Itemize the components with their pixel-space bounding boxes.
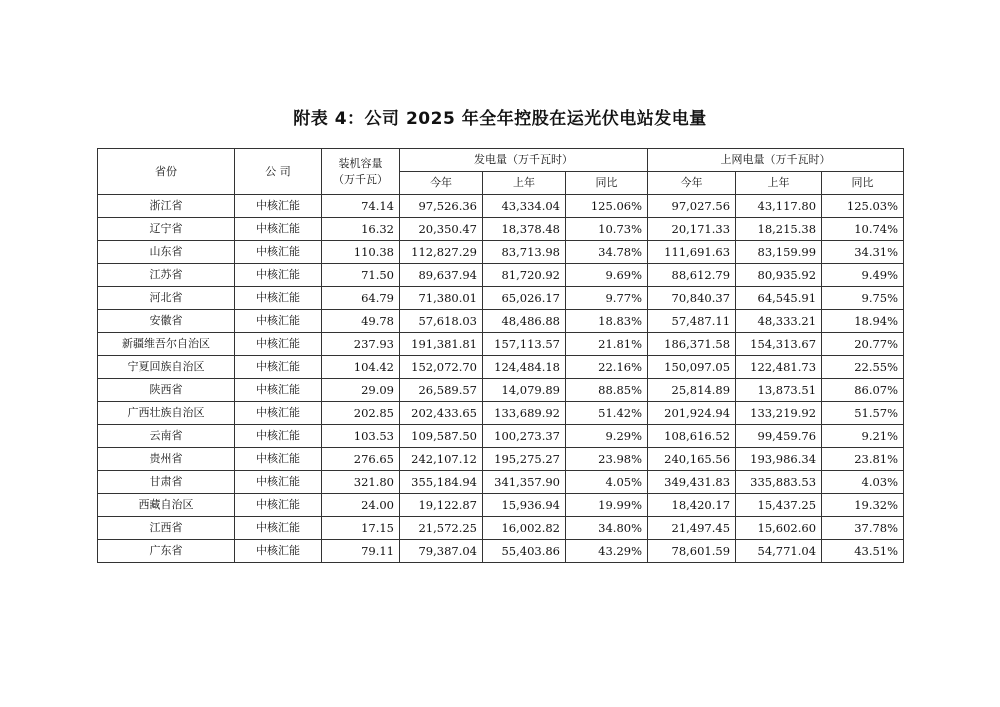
grid-this-year-cell: 240,165.56 [648,448,736,471]
grid-last-year-cell: 80,935.92 [736,264,822,287]
generation-last-year-cell: 55,403.86 [483,540,566,563]
table-row [98,540,904,563]
table-row [98,195,904,218]
grid-last-year-cell: 15,602.60 [736,517,822,540]
grid-yoy-cell: 23.81% [822,448,904,471]
province-cell: 西藏自治区 [98,494,235,517]
grid-yoy-cell: 51.57% [822,402,904,425]
table-row [98,402,904,425]
capacity-cell: 71.50 [322,264,400,287]
grid-this-year-cell: 108,616.52 [648,425,736,448]
generation-last-year-cell: 65,026.17 [483,287,566,310]
grid-last-year-cell: 54,771.04 [736,540,822,563]
header-capacity-unit: （万千瓦） [333,172,388,186]
header-gen-last-year: 上年 [483,172,566,195]
capacity-cell: 16.32 [322,218,400,241]
grid-yoy-cell: 9.21% [822,425,904,448]
table-row [98,379,904,402]
header-company: 公 司 [235,149,322,195]
generation-this-year-cell: 97,526.36 [400,195,483,218]
company-cell: 中核汇能 [235,379,322,402]
generation-this-year-cell: 79,387.04 [400,540,483,563]
header-grid-last-year: 上年 [736,172,822,195]
generation-this-year-cell: 191,381.81 [400,333,483,356]
generation-this-year-cell: 109,587.50 [400,425,483,448]
province-cell: 云南省 [98,425,235,448]
province-cell: 浙江省 [98,195,235,218]
grid-yoy-cell: 20.77% [822,333,904,356]
table-row [98,425,904,448]
document-title: 附表 4：公司 2025 年全年控股在运光伏电站发电量 [293,109,707,129]
company-cell: 中核汇能 [235,287,322,310]
capacity-cell: 104.42 [322,356,400,379]
grid-this-year-cell: 18,420.17 [648,494,736,517]
generation-this-year-cell: 152,072.70 [400,356,483,379]
capacity-cell: 103.53 [322,425,400,448]
generation-last-year-cell: 83,713.98 [483,241,566,264]
province-cell: 甘肃省 [98,471,235,494]
generation-last-year-cell: 157,113.57 [483,333,566,356]
generation-yoy-cell: 9.77% [566,287,648,310]
generation-yoy-cell: 43.29% [566,540,648,563]
table-row [98,494,904,517]
generation-yoy-cell: 9.69% [566,264,648,287]
province-cell: 广东省 [98,540,235,563]
province-cell: 山东省 [98,241,235,264]
header-province: 省份 [98,149,235,195]
grid-this-year-cell: 201,924.94 [648,402,736,425]
generation-this-year-cell: 21,572.25 [400,517,483,540]
generation-last-year-cell: 43,334.04 [483,195,566,218]
generation-this-year-cell: 242,107.12 [400,448,483,471]
header-grid-this-year: 今年 [648,172,736,195]
grid-yoy-cell: 19.32% [822,494,904,517]
table-row [98,287,904,310]
grid-last-year-cell: 193,986.34 [736,448,822,471]
capacity-cell: 17.15 [322,517,400,540]
grid-last-year-cell: 64,545.91 [736,287,822,310]
company-cell: 中核汇能 [235,494,322,517]
table-row [98,264,904,287]
company-cell: 中核汇能 [235,333,322,356]
grid-yoy-cell: 125.03% [822,195,904,218]
province-cell: 宁夏回族自治区 [98,356,235,379]
capacity-cell: 79.11 [322,540,400,563]
generation-yoy-cell: 125.06% [566,195,648,218]
grid-this-year-cell: 97,027.56 [648,195,736,218]
company-cell: 中核汇能 [235,517,322,540]
province-cell: 河北省 [98,287,235,310]
province-cell: 江西省 [98,517,235,540]
grid-last-year-cell: 122,481.73 [736,356,822,379]
generation-last-year-cell: 133,689.92 [483,402,566,425]
generation-yoy-cell: 9.29% [566,425,648,448]
company-cell: 中核汇能 [235,310,322,333]
province-cell: 安徽省 [98,310,235,333]
grid-yoy-cell: 22.55% [822,356,904,379]
grid-this-year-cell: 57,487.11 [648,310,736,333]
generation-yoy-cell: 88.85% [566,379,648,402]
generation-last-year-cell: 15,936.94 [483,494,566,517]
capacity-cell: 276.65 [322,448,400,471]
grid-this-year-cell: 25,814.89 [648,379,736,402]
table-row [98,471,904,494]
grid-last-year-cell: 83,159.99 [736,241,822,264]
grid-last-year-cell: 99,459.76 [736,425,822,448]
company-cell: 中核汇能 [235,425,322,448]
generation-last-year-cell: 18,378.48 [483,218,566,241]
province-cell: 陕西省 [98,379,235,402]
grid-yoy-cell: 18.94% [822,310,904,333]
header-gen-this-year: 今年 [400,172,483,195]
generation-last-year-cell: 16,002.82 [483,517,566,540]
generation-this-year-cell: 89,637.94 [400,264,483,287]
grid-last-year-cell: 18,215.38 [736,218,822,241]
province-cell: 江苏省 [98,264,235,287]
grid-last-year-cell: 13,873.51 [736,379,822,402]
grid-yoy-cell: 9.49% [822,264,904,287]
company-cell: 中核汇能 [235,402,322,425]
generation-this-year-cell: 20,350.47 [400,218,483,241]
header-gen-yoy: 同比 [566,172,648,195]
table-row [98,241,904,264]
capacity-cell: 74.14 [322,195,400,218]
province-cell: 辽宁省 [98,218,235,241]
header-generation: 发电量（万千瓦时） [400,149,648,172]
grid-this-year-cell: 21,497.45 [648,517,736,540]
generation-last-year-cell: 124,484.18 [483,356,566,379]
header-grid-yoy: 同比 [822,172,904,195]
generation-yoy-cell: 19.99% [566,494,648,517]
company-cell: 中核汇能 [235,448,322,471]
capacity-cell: 202.85 [322,402,400,425]
company-cell: 中核汇能 [235,195,322,218]
grid-yoy-cell: 4.03% [822,471,904,494]
grid-this-year-cell: 111,691.63 [648,241,736,264]
capacity-cell: 110.38 [322,241,400,264]
company-cell: 中核汇能 [235,471,322,494]
generation-yoy-cell: 51.42% [566,402,648,425]
table-row [98,218,904,241]
generation-yoy-cell: 34.78% [566,241,648,264]
generation-yoy-cell: 21.81% [566,333,648,356]
header-capacity-label: 装机容量 [338,156,383,170]
generation-last-year-cell: 341,357.90 [483,471,566,494]
grid-yoy-cell: 43.51% [822,540,904,563]
grid-yoy-cell: 9.75% [822,287,904,310]
generation-yoy-cell: 10.73% [566,218,648,241]
grid-this-year-cell: 150,097.05 [648,356,736,379]
table-row [98,448,904,471]
grid-yoy-cell: 34.31% [822,241,904,264]
generation-this-year-cell: 19,122.87 [400,494,483,517]
company-cell: 中核汇能 [235,356,322,379]
grid-this-year-cell: 186,371.58 [648,333,736,356]
header-grid: 上网电量（万千瓦时） [648,149,904,172]
province-cell: 新疆维吾尔自治区 [98,333,235,356]
company-cell: 中核汇能 [235,540,322,563]
grid-last-year-cell: 43,117.80 [736,195,822,218]
table-row [98,310,904,333]
generation-yoy-cell: 4.05% [566,471,648,494]
grid-last-year-cell: 133,219.92 [736,402,822,425]
table-row [98,333,904,356]
generation-this-year-cell: 202,433.65 [400,402,483,425]
table-row [98,356,904,379]
generation-last-year-cell: 195,275.27 [483,448,566,471]
generation-this-year-cell: 57,618.03 [400,310,483,333]
grid-this-year-cell: 20,171.33 [648,218,736,241]
capacity-cell: 237.93 [322,333,400,356]
generation-this-year-cell: 112,827.29 [400,241,483,264]
province-cell: 广西壮族自治区 [98,402,235,425]
grid-this-year-cell: 88,612.79 [648,264,736,287]
grid-last-year-cell: 335,883.53 [736,471,822,494]
generation-yoy-cell: 18.83% [566,310,648,333]
grid-yoy-cell: 37.78% [822,517,904,540]
table-row [98,517,904,540]
grid-last-year-cell: 48,333.21 [736,310,822,333]
generation-last-year-cell: 14,079.89 [483,379,566,402]
capacity-cell: 29.09 [322,379,400,402]
company-cell: 中核汇能 [235,264,322,287]
grid-last-year-cell: 15,437.25 [736,494,822,517]
capacity-cell: 64.79 [322,287,400,310]
header-capacity [322,149,400,195]
grid-last-year-cell: 154,313.67 [736,333,822,356]
generation-table [97,148,904,563]
grid-yoy-cell: 10.74% [822,218,904,241]
generation-yoy-cell: 23.98% [566,448,648,471]
grid-this-year-cell: 78,601.59 [648,540,736,563]
generation-this-year-cell: 71,380.01 [400,287,483,310]
company-cell: 中核汇能 [235,218,322,241]
generation-last-year-cell: 81,720.92 [483,264,566,287]
generation-last-year-cell: 100,273.37 [483,425,566,448]
grid-this-year-cell: 70,840.37 [648,287,736,310]
capacity-cell: 321.80 [322,471,400,494]
grid-yoy-cell: 86.07% [822,379,904,402]
company-cell: 中核汇能 [235,241,322,264]
generation-this-year-cell: 26,589.57 [400,379,483,402]
province-cell: 贵州省 [98,448,235,471]
grid-this-year-cell: 349,431.83 [648,471,736,494]
generation-this-year-cell: 355,184.94 [400,471,483,494]
capacity-cell: 24.00 [322,494,400,517]
generation-last-year-cell: 48,486.88 [483,310,566,333]
capacity-cell: 49.78 [322,310,400,333]
generation-yoy-cell: 22.16% [566,356,648,379]
generation-yoy-cell: 34.80% [566,517,648,540]
